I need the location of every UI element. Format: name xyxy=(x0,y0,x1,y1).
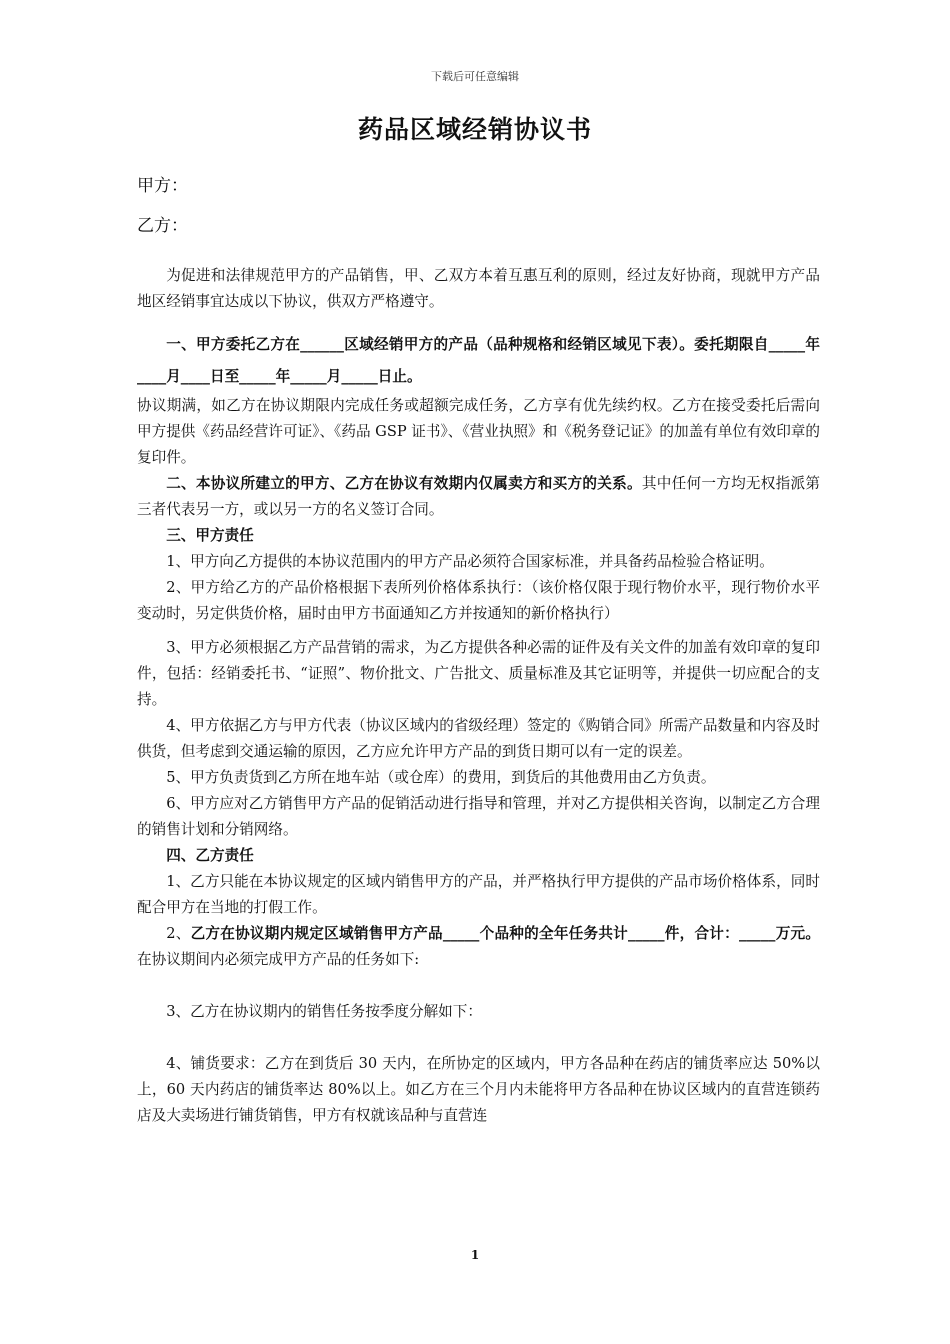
section-3-item: 4、甲方依据乙方与甲方代表（协议区域内的省级经理）签定的《购销合同》所需产品数量和内容及时供货，但考虑到交通运输的原因，乙方应允许甲方产品的到货日期可以有一定的误差。 xyxy=(137,717,820,760)
clause-2-text: 其中任何一方均无权指派第三者代表另一方，或以另一方的名义签订合同。 xyxy=(137,475,820,518)
section-3-item: 5、甲方负责货到乙方所在地车站（或仓库）的费用，到货后的其他费用由乙方负责。 xyxy=(166,769,716,786)
clause-1-text: 协议期满，如乙方在协议期限内完成任务或超额完成任务，乙方享有优先续约权。乙方在接受委托后需向甲方提供《药品经营许可证》、《药品 GSP 证书》、《营业执照》和《税务登记证》的加盖有单位有效印章的复印件。 xyxy=(137,397,820,466)
section-3-item: 1、甲方向乙方提供的本协议范围内的甲方产品必须符合国家标准，并具备药品检验合格证明。 xyxy=(166,553,774,570)
section-4-item-2 xyxy=(137,921,820,973)
section-3-item: 2、甲方给乙方的产品价格根据下表所列价格体系执行：（该价格仅限于现行物价水平，现行物价水平变动时，另定供货价格，届时由甲方书面通知乙方并按通知的新价格执行） xyxy=(137,579,820,622)
section-4-item-3: 3、乙方在协议期内的销售任务按季度分解如下： xyxy=(166,1003,482,1020)
party-b-label: 乙方： xyxy=(137,216,188,236)
clause-2 xyxy=(137,471,820,523)
intro-paragraph: 为促进和法律规范甲方的产品销售，甲、乙双方本着互惠互利的原则，经过友好协商，现就甲方产品地区经销事宜达成以下协议，供双方严格遵守。 xyxy=(137,267,820,310)
section-3-heading: 三、甲方责任 xyxy=(166,527,254,544)
section-3-item: 6、甲方应对乙方销售甲方产品的促销活动进行指导和管理，并对乙方提供相关咨询，以制定乙方合理的销售计划和分销网络。 xyxy=(137,795,820,838)
clause-1-bold: 一、甲方委托乙方在______区域经销甲方的产品（品种规格和经销区域见下表）。委托期限自_____年____月____日至_____年_____月_____日止。 xyxy=(137,336,820,385)
item-2-prefix: 2、 xyxy=(166,925,191,942)
document-title: 药品区域经销协议书 xyxy=(357,115,592,144)
section-4-item-1: 1、乙方只能在本协议规定的区域内销售甲方的产品，并严格执行甲方提供的产品市场价格体系，同时配合甲方在当地的打假工作。 xyxy=(137,873,820,916)
document-body xyxy=(137,263,820,1129)
section-3-item: 3、甲方必须根据乙方产品营销的需求，为乙方提供各种必需的证件及有关文件的加盖有效印章的复印件，包括：经销委托书、“证照”、物价批文、广告批文、质量标准及其它证明等，并提供一切应配合的支持。 xyxy=(137,639,820,708)
section-4-item-4: 4、铺货要求：乙方在到货后 30 天内，在所协定的区域内，甲方各品种在药店的铺货率应达 50%以上，60 天内药店的铺货率达 80%以上。如乙方在三个月内未能将甲方各品种在协议区域内的直营连锁药店及大卖场进行铺货销售，甲方有权就该品种与直营连 xyxy=(137,1055,820,1124)
party-a-label: 甲方： xyxy=(137,176,188,196)
section-4-heading: 四、乙方责任 xyxy=(166,847,254,864)
item-2-bold: 乙方在协议期内规定区域销售甲方产品_____个品种的全年任务共计_____件，合计：_____万元。 xyxy=(190,925,820,942)
clause-2-bold: 二、本协议所建立的甲方、乙方在协议有效期内仅属卖方和买方的关系。 xyxy=(166,475,642,492)
item-2-text: 在协议期间内必须完成甲方产品的任务如下: xyxy=(137,951,420,968)
header-note: 下载后可任意编辑 xyxy=(431,70,519,83)
page-number: 1 xyxy=(470,1248,480,1262)
